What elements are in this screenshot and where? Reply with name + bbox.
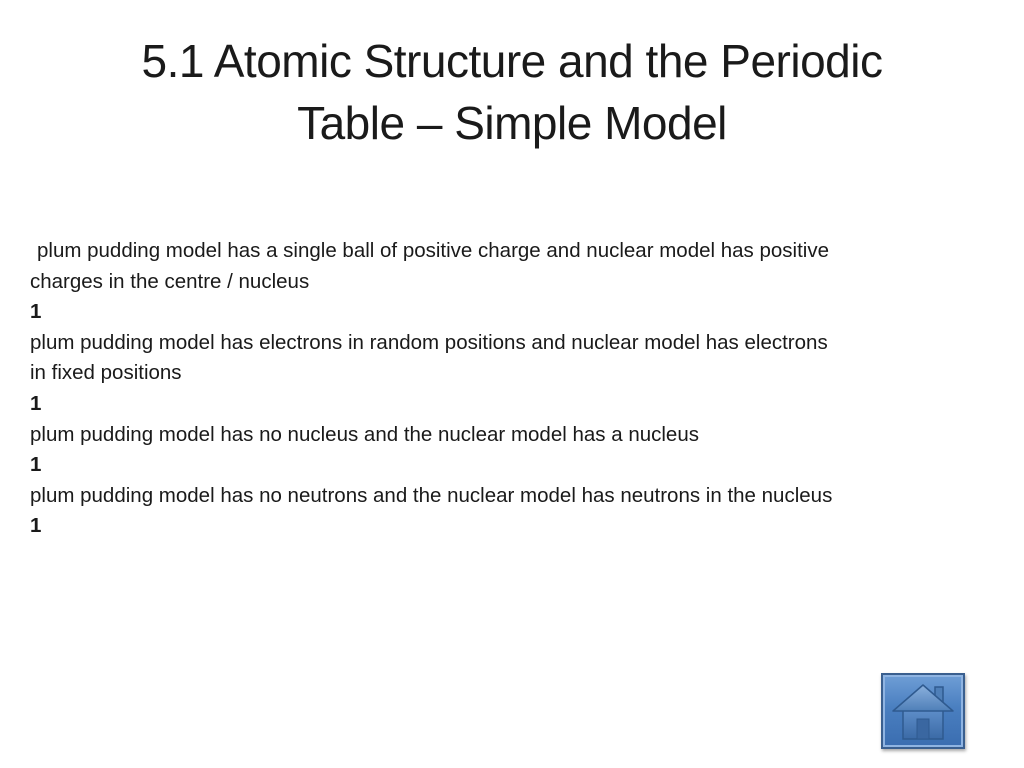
answer-line: plum pudding model has a single ball of positive charge and nuclear model has positive <box>37 239 830 262</box>
slide-title <box>40 30 984 154</box>
answer-line: plum pudding model has no neutrons and the nuclear model has neutrons in the nucleus <box>30 483 833 507</box>
slide-title-line-2: Table – Simple Model <box>297 97 727 149</box>
mark-value: 1 <box>30 391 42 415</box>
mark-value: 1 <box>30 300 42 324</box>
home-button[interactable] <box>881 673 965 749</box>
mark-value: 1 <box>30 514 42 538</box>
home-icon <box>891 681 955 743</box>
answer-line: plum pudding model has no nucleus and the nuclear model has a nucleus <box>30 422 699 446</box>
answer-line: charges in the centre / nucleus <box>30 269 310 293</box>
mark-scheme-text <box>30 236 970 542</box>
slide-title-line-1: 5.1 Atomic Structure and the Periodic <box>141 35 883 87</box>
mark-value: 1 <box>30 453 42 477</box>
answer-line: in fixed positions <box>30 361 182 385</box>
answer-line: plum pudding model has electrons in random positions and nuclear model has electrons <box>30 330 828 354</box>
